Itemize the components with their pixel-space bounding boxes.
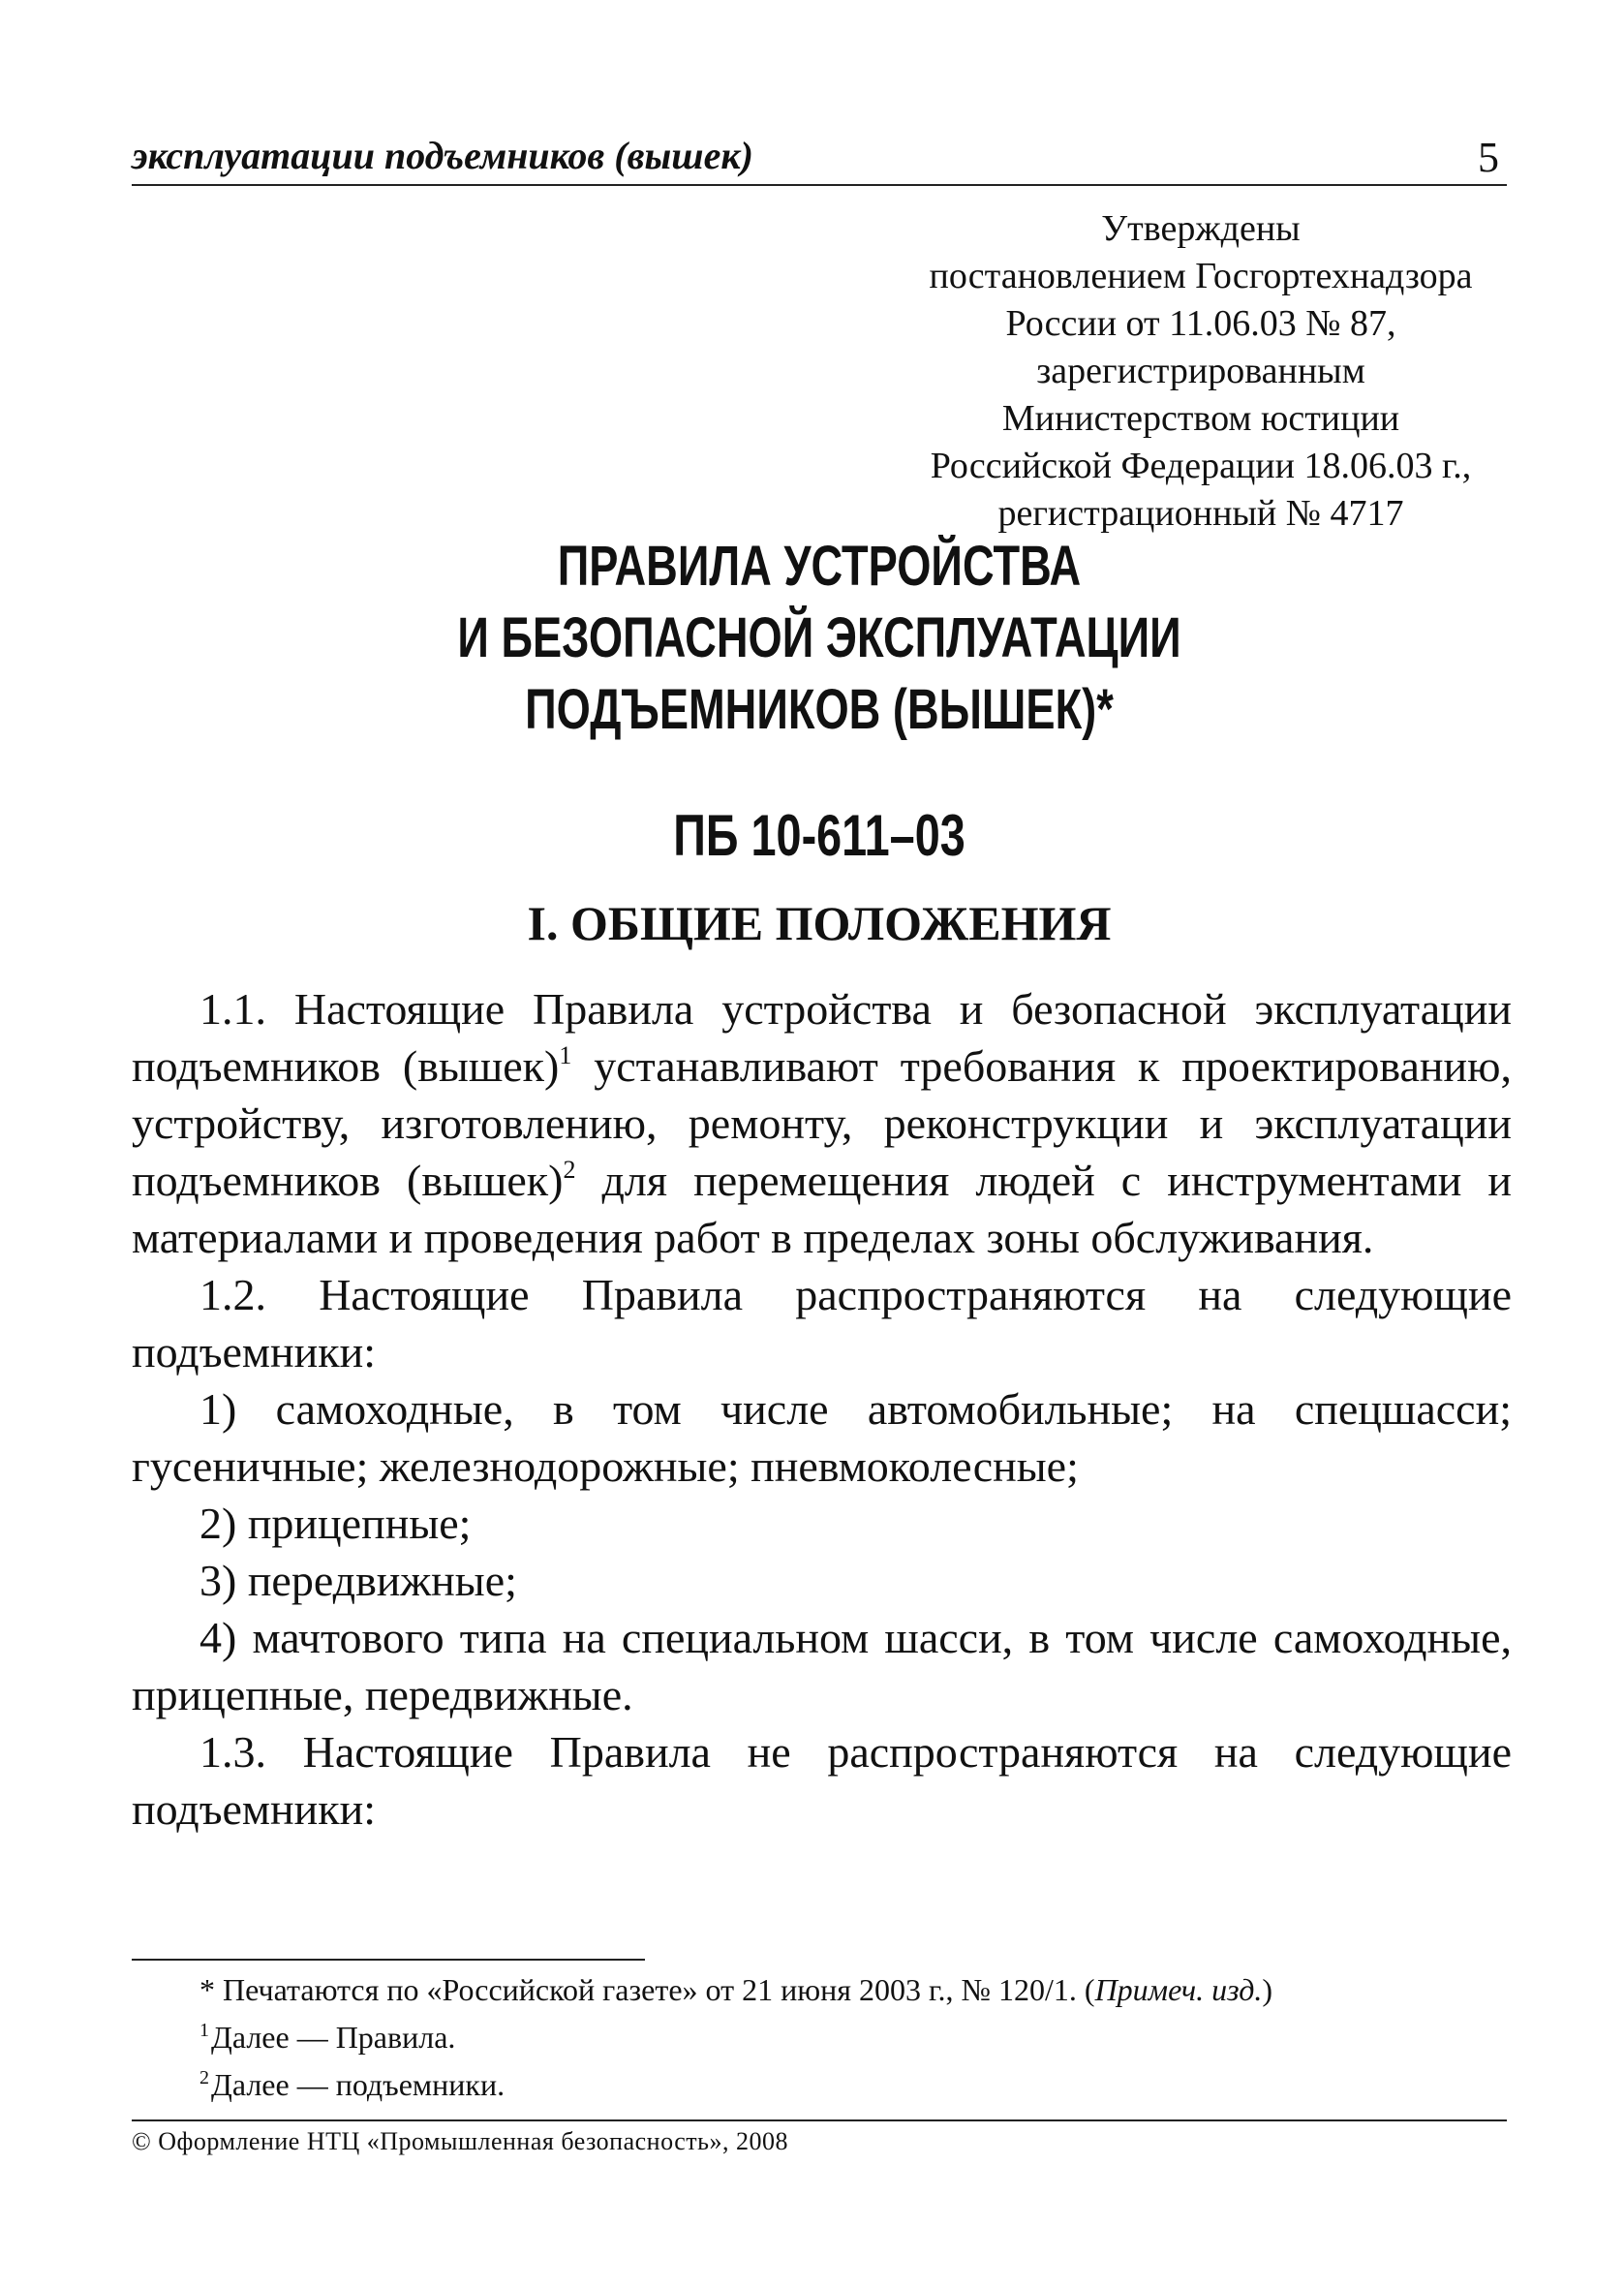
title-line: ПОДЪЕМНИКОВ (ВЫШЕК)* [525,678,1114,741]
footnote-1: $^1$Далее — Правила. [199,2020,456,2055]
approval-line: зарегистрированным [1036,351,1365,391]
list-item: 3) передвижные; [199,1556,517,1605]
footnote-ref-1: 1 [559,1041,572,1069]
paragraph-1-1: 1.1. Настоящие Правила устройства и безопасной эксплуатации подъемников (вышек)$^1$ устанавливают требования к проектированию, устройству, изготовлению, ремонту, реконструкции и эксплуатации подъемников (вышек)$^2$ для перемещения людей с инструментами и материалами и проведения работ в пределах зоны обслуживания. [132,984,1512,1262]
paragraph-1-2: 1.2. Настоящие Правила распространяются на следующие подъемники: [132,1270,1512,1376]
document-title [283,531,1356,746]
list-item: 2) прицепные; [199,1499,472,1548]
footnote-2: $^2$Далее — подъемники. [199,2067,506,2102]
footnote-star: * Печатаются по «Российской газете» от 21 июня 2003 г., № 120/1. (Примеч. изд.) [199,1972,1273,2007]
bottom-divider [132,2119,1507,2121]
footnote-divider [132,1959,645,1961]
list-item: 4) мачтового типа на специальном шасси, в том числе самоходные, прицепные, передвижные. [132,1613,1512,1719]
approval-line: России от 11.06.03 № 87, [1005,303,1396,344]
page-number: 5 [1478,134,1499,181]
body-text [132,980,1512,1838]
approval-block [852,205,1549,538]
paragraph-1-3: 1.3. Настоящие Правила не распространяются на следующие подъемники: [132,1727,1512,1834]
copyright-notice: © Оформление НТЦ «Промышленная безопасность», 2008 [132,2127,788,2155]
running-title: эксплуатации подъемников (вышек) [132,134,753,177]
running-header [132,126,1507,186]
approval-line: постановлением Госгортехнадзора [929,256,1473,296]
approval-line: Утверждены [1101,208,1301,249]
document-code: ПБ 10-611–03 [673,803,965,868]
approval-line: Министерством юстиции [1001,398,1400,439]
section-title: I. ОБЩИЕ ПОЛОЖЕНИЯ [527,896,1112,950]
title-line: И БЕЗОПАСНОЙ ЭКСПЛУАТАЦИИ [457,606,1181,669]
footnotes [199,1966,1507,2109]
list-item: 1) самоходные, в том числе автомобильные; на спецшасси; гусеничные; железнодорожные; пневмоколесные; [132,1384,1512,1491]
approval-line: Российской Федерации 18.06.03 г., [930,446,1472,486]
title-line: ПРАВИЛА УСТРОЙСТВА [557,535,1082,598]
footnote-ref-2: 2 [563,1156,576,1184]
approval-line: регистрационный № 4717 [997,493,1404,534]
